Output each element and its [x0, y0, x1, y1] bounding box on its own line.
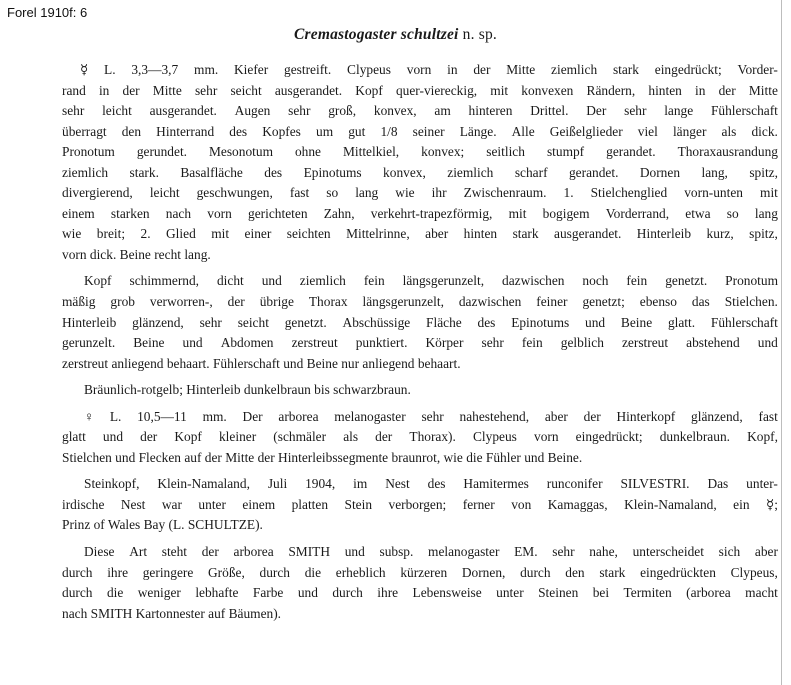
- text-line: durch ihre geringere Größe, durch die erheblich kürzeren Dornen, durch den stark eingedrückten Clypeus,: [62, 564, 778, 580]
- text-line: vorn dick. Beine recht lang.: [62, 246, 211, 262]
- paragraph: [62, 474, 778, 536]
- text-line: rand in der Mitte sehr seicht ausgerandet. Kopf quer-viereckig, mit konvexen Rändern, hinten in der Mitte: [62, 82, 778, 98]
- text-line: durch die weniger lebhafte Farbe und durch ihre Lebensweise unter Steinen bei Termiten (arborea macht: [62, 585, 778, 601]
- species-title: [0, 26, 791, 44]
- species-name: Cremastogaster schultzei: [294, 26, 459, 43]
- text-line: zerstreut anliegend behaart. Fühlerschaft und Beine nur anliegend behaart.: [62, 355, 461, 371]
- text-line: Hinterleib glänzend, sehr seicht genetzt. Abschüssige Fläche des Epinotums und Beine glatt. Fühlerschaft: [62, 314, 778, 330]
- text-line: ♀ L. 10,5—11 mm. Der arborea melanogaster sehr nahestehend, aber der Hinterkopf glänzend, fast: [84, 408, 778, 424]
- text-line: Bräunlich-rotgelb; Hinterleib dunkelbraun bis schwarzbraun.: [84, 382, 411, 398]
- text-line: ☿ L. 3,3—3,7 mm. Kiefer gestreift. Clypeus vorn in der Mitte ziemlich stark eingedrückt; Vorder-: [80, 62, 778, 77]
- paragraph: [62, 380, 778, 401]
- text-line: nach SMITH Kartonnester auf Bäumen).: [62, 605, 282, 621]
- description-body: [62, 60, 778, 624]
- text-line: mäßig grob verworren-, der übrige Thorax längsgerunzelt, dazwischen feiner genetzt; ebenso das Stielchen.: [62, 294, 778, 310]
- scan-edge-line: [781, 0, 782, 685]
- text-line: ziemlich stark. Basalfläche des Epinotums konvex, ziemlich scharf gerandet. Dornen lang, spitz,: [62, 164, 778, 180]
- text-line: überragt den Hinterrand des Kopfes um gut 1/8 seiner Länge. Alle Geißelglieder viel länger als dick.: [62, 123, 778, 139]
- text-line: irdische Nest war unter einem platten Stein verborgen; ferner von Kamaggas, Klein-Namaland, ein ☿;: [62, 496, 778, 512]
- text-line: glatt und der Kopf kleiner (schmäler als der Thorax). Clypeus vorn eingedrückt; dunkelbraun. Kopf,: [62, 429, 778, 445]
- text-line: Kopf schimmernd, dicht und ziemlich fein längsgerunzelt, dazwischen noch fein genetzt. Pronotum: [84, 273, 778, 289]
- text-line: Pronotum gerundet. Mesonotum ohne Mittelkiel, konvex; seitlich stumpf gerandet. Thoraxausrandung: [62, 144, 778, 160]
- text-line: Prinz of Wales Bay (L. SCHULTZE).: [62, 517, 263, 533]
- text-line: Diese Art steht der arborea SMITH und subsp. melanogaster EM. sehr nahe, unterscheidet sich aber: [84, 544, 778, 560]
- text-line: einem starken nach vorn gerichteten Zahn, verkehrt-trapezförmig, mit bogigem Vorderrand, etwa so lang: [62, 205, 778, 221]
- text-line: sehr leicht ausgerandet. Augen sehr groß, konvex, am hinteren Drittel. Der sehr lange Fühlerschaft: [62, 103, 778, 119]
- species-suffix: n. sp.: [462, 26, 497, 43]
- paragraph: [62, 542, 778, 624]
- text-line: divergierend, leicht geschwungen, fast so lang wie ihr Zwischenraum. 1. Stielchenglied vorn-unten mit: [62, 185, 778, 201]
- text-line: Steinkopf, Klein-Namaland, Juli 1904, im Nest des Hamitermes runconifer SILVESTRI. Das unter-: [84, 476, 778, 492]
- paragraph: [62, 407, 778, 469]
- paragraph: [62, 271, 778, 374]
- text-line: wie breit; 2. Glied mit einer seichten Mittelrinne, aber hinten stark ausgerandet. Hinterleib kurz, spitz,: [62, 226, 778, 242]
- paragraph: [62, 60, 778, 265]
- text-line: gerunzelt. Beine und Abdomen zerstreut punktiert. Körper sehr fein gelblich zerstreut abstehend und: [62, 335, 778, 351]
- text-line: Stielchen und Flecken auf der Mitte der Hinterleibssegmente braunrot, wie die Fühler und Beine.: [62, 449, 583, 465]
- header-reference: Forel 1910f: 6: [7, 5, 88, 20]
